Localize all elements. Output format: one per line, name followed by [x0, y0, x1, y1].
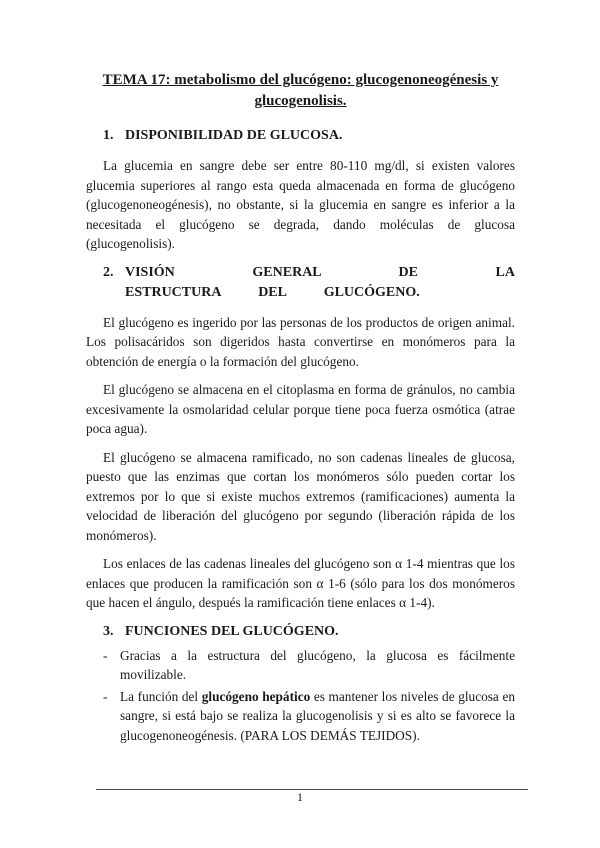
section-heading	[86, 126, 515, 146]
list-item-text: Gracias a la estructura del glucógeno, la glucosa es fácilmente movilizable.	[120, 647, 515, 682]
dash-bullet: -	[103, 688, 108, 704]
document-page	[86, 70, 515, 747]
list-item	[86, 646, 515, 685]
list-item-text-start: La función del	[120, 688, 202, 704]
section-heading	[86, 622, 515, 642]
section-number: 2.	[103, 264, 114, 280]
list-item-text-end: es mantener los niveles de glucosa en sangre, si está bajo se realiza la glucogenolisis y si es alto se favorece la glucogenoneogénesis. (PARA LOS DEMÁS TEJIDOS).	[120, 688, 515, 743]
section-title: DISPONIBILIDAD DE GLUCOSA.	[125, 128, 343, 143]
section-number: 3.	[103, 623, 114, 639]
paragraph: Los enlaces de las cadenas lineales del glucógeno son α 1-4 mientras que los enlaces que producen la ramificación son α 1-6 (sólo para los dos monómeros que hacen el ángulo, después la ramificación tiene enlaces α 1-4).	[86, 556, 515, 610]
function-list	[86, 646, 515, 746]
paragraph: El glucógeno se almacena en el citoplasma en forma de gránulos, no cambia excesivamente la osmolaridad celular porque tiene poca fuerza osmótica (atrae poca agua).	[86, 382, 515, 436]
paragraph: La glucemia en sangre debe ser entre 80-110 mg/dl, si existen valores glucemia superiores al rango esta queda almacenada en forma de glucógeno (glucogenoneogénesis), no obstante, si la glucemia en sangre es inferior a la necesitada el glucógeno se degrada, dando moléculas de glucosa (glucogenolisis).	[86, 158, 515, 251]
section-title: VISIÓN GENERAL DE LA ESTRUCTURA DEL GLUCÓGENO.	[125, 264, 515, 300]
paragraph: El glucógeno se almacena ramificado, no son cadenas lineales de glucosa, puesto que las enzimas que cortan los monómeros sólo pueden cortar los extremos por lo que si existe muchos extremos (ramificaciones) aumenta la velocidad de liberación del glucógeno por segundo (liberación rápida de los monómeros).	[86, 449, 515, 543]
section-title: FUNCIONES DEL GLUCÓGENO.	[125, 623, 339, 639]
section-heading	[86, 263, 515, 303]
page-number: 1	[297, 790, 303, 804]
dash-bullet: -	[103, 647, 108, 663]
bold-term: glucógeno hepático	[201, 688, 311, 704]
list-item	[86, 687, 515, 746]
document-title: TEMA 17: metabolismo del glucógeno: glucogenoneogénesis y glucogenolisis.	[102, 72, 499, 109]
paragraph: El glucógeno es ingerido por las personas de los productos de origen animal. Los polisacáridos son digeridos hasta convertirse en monómeros para la obtención de energía o la formación del glucógeno.	[86, 314, 515, 369]
list-item-text	[120, 687, 515, 746]
section-number: 1.	[103, 128, 114, 143]
